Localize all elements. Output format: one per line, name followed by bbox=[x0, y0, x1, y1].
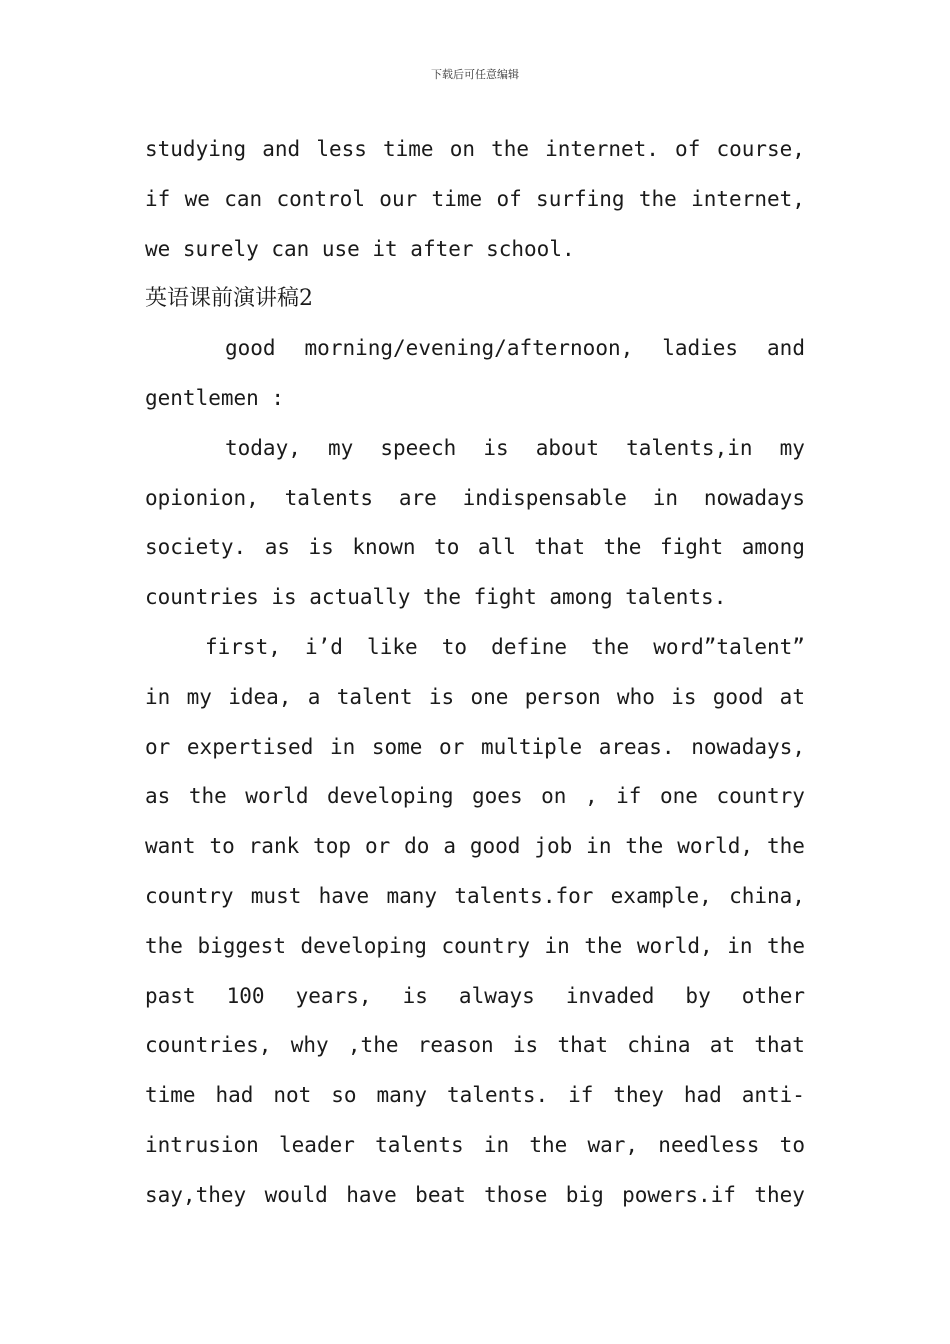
word: my bbox=[186, 684, 212, 709]
word: as bbox=[264, 535, 290, 560]
word: internet, bbox=[691, 186, 805, 211]
word: on bbox=[449, 137, 475, 161]
word: by bbox=[685, 983, 711, 1008]
word: indispensable bbox=[462, 485, 627, 510]
text-line bbox=[145, 872, 805, 922]
word: school. bbox=[486, 236, 575, 261]
word: the bbox=[767, 933, 805, 958]
word: countries bbox=[145, 585, 259, 610]
word: my bbox=[327, 435, 354, 460]
word: they bbox=[754, 1182, 805, 1207]
word: and bbox=[767, 336, 805, 361]
word: have bbox=[318, 883, 370, 908]
text-line bbox=[145, 523, 805, 573]
word: big bbox=[565, 1182, 604, 1207]
word: about bbox=[535, 435, 599, 460]
text-line bbox=[145, 772, 805, 822]
word: is bbox=[271, 585, 297, 610]
word: country bbox=[716, 784, 805, 809]
text-line bbox=[145, 225, 805, 275]
word: many bbox=[386, 883, 438, 908]
word: we bbox=[184, 186, 210, 211]
word: is bbox=[308, 535, 334, 560]
text-line bbox=[145, 922, 805, 972]
word: top bbox=[313, 834, 352, 859]
word: in bbox=[586, 834, 612, 859]
word: talents. bbox=[625, 585, 727, 610]
word: my bbox=[779, 435, 805, 460]
word: goes bbox=[472, 784, 523, 809]
word: they bbox=[613, 1083, 664, 1108]
word: among bbox=[549, 585, 613, 610]
word: had bbox=[215, 1083, 254, 1108]
word: biggest bbox=[197, 933, 286, 958]
word: country bbox=[145, 883, 234, 908]
word: is bbox=[402, 983, 428, 1008]
text-line bbox=[145, 1021, 805, 1071]
text-line bbox=[145, 324, 805, 374]
word: other bbox=[741, 983, 805, 1008]
word: the bbox=[529, 1132, 568, 1157]
text-line bbox=[145, 374, 805, 424]
word: talents. bbox=[447, 1083, 549, 1108]
text-line bbox=[145, 673, 805, 723]
word: on bbox=[541, 784, 567, 809]
text-line bbox=[145, 573, 805, 623]
word: if bbox=[145, 186, 171, 211]
word: opionion, bbox=[145, 485, 259, 510]
word: world, bbox=[636, 933, 713, 958]
word: want bbox=[145, 834, 196, 859]
word: less bbox=[316, 137, 367, 161]
word: surfing bbox=[536, 186, 625, 211]
word: invaded bbox=[565, 983, 655, 1008]
word: a bbox=[443, 834, 456, 859]
word: is bbox=[428, 684, 455, 709]
word: , bbox=[584, 784, 598, 809]
word: if bbox=[616, 784, 642, 809]
word: after bbox=[410, 236, 474, 261]
word: first, bbox=[205, 634, 281, 659]
section-heading: 英语课前演讲稿2 bbox=[145, 286, 313, 312]
word: can bbox=[271, 236, 310, 261]
word: to bbox=[434, 535, 460, 560]
word: the bbox=[591, 634, 630, 659]
word: multiple bbox=[480, 734, 583, 759]
word: and bbox=[262, 137, 301, 161]
word: not bbox=[273, 1083, 312, 1108]
word: say,they bbox=[145, 1182, 247, 1207]
word: the bbox=[603, 535, 642, 560]
word: expertised bbox=[186, 734, 314, 759]
word: world, bbox=[677, 834, 754, 859]
word: good bbox=[225, 336, 276, 361]
word: leader bbox=[279, 1132, 355, 1157]
word: talents bbox=[375, 1132, 464, 1157]
word: reason bbox=[417, 1033, 494, 1058]
word: in bbox=[544, 933, 570, 958]
word: in bbox=[652, 485, 679, 510]
word: actually bbox=[309, 585, 411, 610]
word: areas. bbox=[598, 734, 675, 759]
word: course, bbox=[716, 137, 805, 161]
word: those bbox=[484, 1182, 548, 1207]
word: it bbox=[372, 236, 398, 261]
word: surely bbox=[182, 236, 259, 261]
word: in bbox=[145, 684, 171, 709]
word: ladies bbox=[662, 336, 739, 361]
word: example, bbox=[610, 883, 712, 908]
text-line bbox=[145, 424, 805, 474]
text-line bbox=[145, 623, 805, 673]
word: define bbox=[491, 634, 568, 659]
word: powers.if bbox=[622, 1182, 736, 1207]
word: nowadays, bbox=[691, 734, 805, 759]
word: one bbox=[659, 784, 698, 809]
word: control bbox=[276, 186, 365, 211]
word: some bbox=[371, 734, 423, 759]
word: we bbox=[145, 236, 171, 261]
word: among bbox=[741, 535, 805, 560]
page-header-note: 下载后可任意编辑 bbox=[431, 68, 519, 81]
word: all bbox=[477, 535, 516, 560]
word: or bbox=[364, 834, 391, 859]
word: that bbox=[557, 1033, 609, 1058]
word: time bbox=[383, 137, 434, 161]
word: studying bbox=[145, 137, 247, 161]
text-line bbox=[145, 822, 805, 872]
word: person bbox=[524, 684, 601, 709]
word: anti- bbox=[741, 1083, 805, 1108]
word: the bbox=[638, 186, 677, 211]
word: war, bbox=[587, 1132, 639, 1157]
word: i’d bbox=[304, 634, 343, 659]
word: ,the bbox=[347, 1033, 399, 1058]
word: speech bbox=[380, 435, 457, 460]
word: do bbox=[404, 834, 430, 859]
word: good bbox=[469, 834, 521, 859]
word: developing bbox=[300, 933, 427, 958]
word: needless bbox=[658, 1132, 760, 1157]
word: as bbox=[145, 784, 171, 809]
word: why bbox=[290, 1033, 329, 1058]
word: world bbox=[245, 784, 309, 809]
word: must bbox=[250, 883, 302, 908]
word: country bbox=[441, 933, 530, 958]
word: in bbox=[727, 933, 753, 958]
word: the bbox=[584, 933, 623, 958]
word: at bbox=[779, 684, 805, 709]
word: talents.for bbox=[454, 883, 594, 908]
word: time bbox=[431, 186, 483, 211]
word: that bbox=[534, 535, 585, 560]
word: would bbox=[264, 1182, 328, 1207]
word: in bbox=[329, 734, 356, 759]
word: internet. bbox=[545, 137, 659, 161]
word: are bbox=[398, 485, 437, 510]
word: have bbox=[346, 1182, 397, 1207]
document-body bbox=[145, 125, 805, 1221]
word: always bbox=[458, 983, 535, 1008]
word: fight bbox=[659, 535, 724, 560]
word: known bbox=[352, 535, 416, 560]
word: that bbox=[754, 1033, 805, 1058]
word: to bbox=[209, 834, 235, 859]
word: today, bbox=[225, 435, 301, 460]
text-line bbox=[145, 972, 805, 1022]
word: nowadays bbox=[703, 485, 805, 510]
word: idea, bbox=[228, 684, 292, 709]
word: talents,in bbox=[626, 435, 753, 460]
word: can bbox=[224, 186, 263, 211]
word: or bbox=[145, 734, 171, 759]
word: fight bbox=[473, 585, 537, 610]
word: the bbox=[423, 585, 461, 610]
word: is bbox=[671, 684, 697, 709]
word: use bbox=[321, 236, 360, 261]
word: to bbox=[779, 1132, 805, 1157]
word: countries, bbox=[145, 1033, 272, 1058]
word: word”talent” bbox=[653, 634, 805, 659]
word: like bbox=[367, 634, 418, 659]
word: in bbox=[483, 1132, 510, 1157]
word: is bbox=[483, 435, 509, 460]
word: : bbox=[271, 385, 285, 410]
word: a bbox=[307, 684, 321, 709]
word: china, bbox=[729, 883, 805, 908]
word: is bbox=[512, 1033, 539, 1058]
word: morning/evening/afternoon, bbox=[304, 336, 634, 361]
word: rank bbox=[248, 834, 300, 859]
word: talents bbox=[284, 485, 374, 510]
word: gentlemen bbox=[145, 385, 259, 410]
word: of bbox=[675, 137, 701, 161]
word: who bbox=[616, 684, 655, 709]
text-line bbox=[145, 125, 805, 175]
word: time bbox=[145, 1083, 196, 1108]
word: the bbox=[145, 933, 183, 958]
word: or bbox=[439, 734, 465, 759]
word: the bbox=[625, 834, 664, 859]
word: if bbox=[568, 1083, 594, 1108]
word: beat bbox=[415, 1182, 466, 1207]
word: to bbox=[441, 634, 468, 659]
word: intrusion bbox=[145, 1132, 259, 1157]
word: the bbox=[766, 834, 805, 859]
text-line bbox=[145, 474, 805, 524]
word: china bbox=[627, 1033, 691, 1058]
word: so bbox=[331, 1083, 357, 1108]
word: our bbox=[379, 186, 418, 211]
word: good bbox=[712, 684, 764, 709]
text-line bbox=[145, 1121, 805, 1171]
word: job bbox=[534, 834, 573, 859]
word: the bbox=[188, 784, 227, 809]
word: 100 bbox=[226, 983, 265, 1008]
text-line bbox=[145, 723, 805, 773]
word: developing bbox=[327, 784, 454, 809]
word: past bbox=[145, 983, 196, 1008]
text-line bbox=[145, 175, 805, 225]
word: the bbox=[491, 137, 530, 161]
word: talent bbox=[336, 684, 413, 709]
word: society. bbox=[145, 535, 247, 560]
word: one bbox=[470, 684, 509, 709]
word: of bbox=[496, 186, 522, 211]
word: many bbox=[376, 1083, 428, 1108]
word: years, bbox=[295, 983, 372, 1008]
text-line bbox=[145, 1071, 805, 1121]
text-line bbox=[145, 1171, 805, 1221]
word: had bbox=[683, 1083, 722, 1108]
word: at bbox=[709, 1033, 736, 1058]
